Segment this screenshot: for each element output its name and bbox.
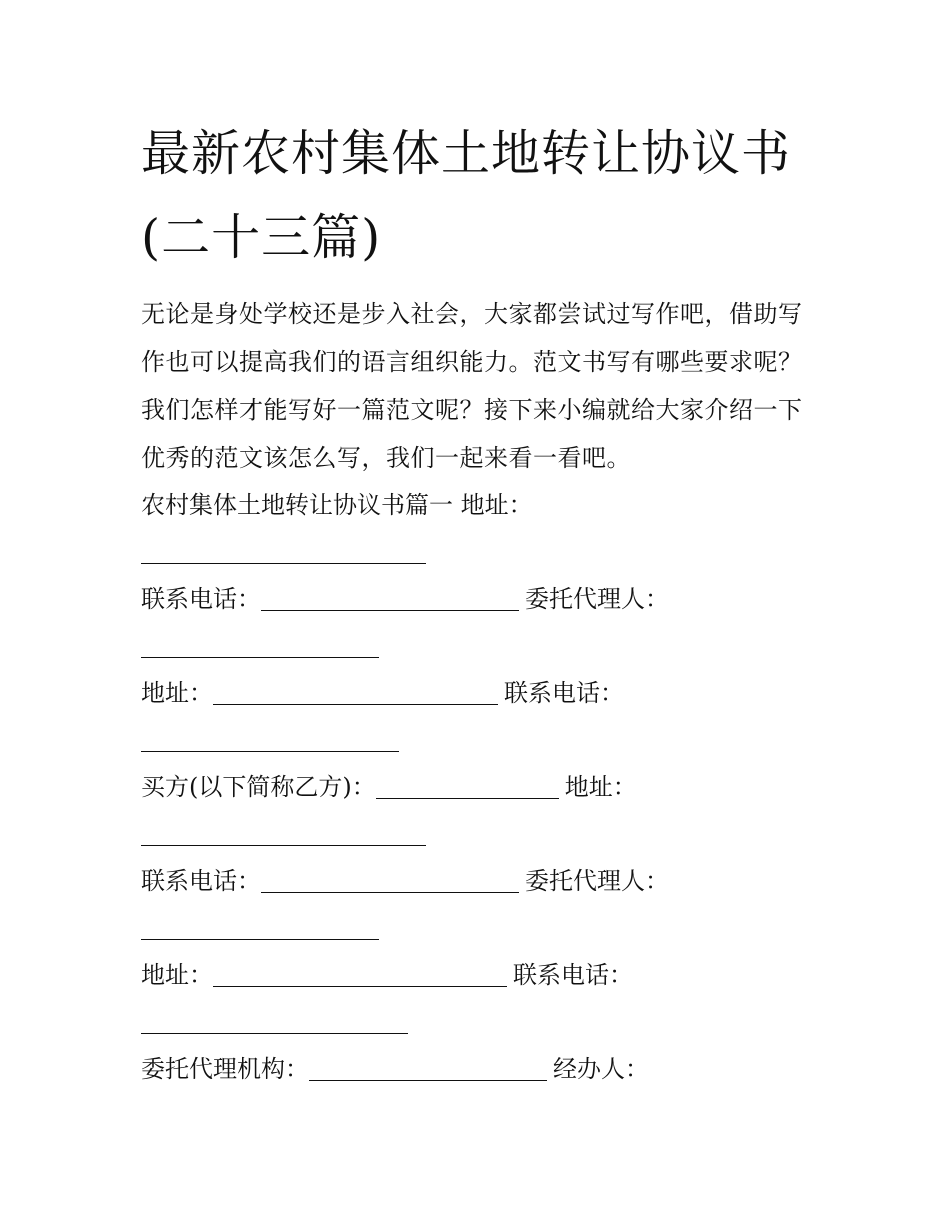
phone-label: 联系电话： <box>141 867 261 895</box>
phone-blank[interactable] <box>141 729 399 752</box>
phone-label: 联系电话： <box>141 585 261 613</box>
title-line-1: 最新农村集体土地转让协议书 <box>141 125 792 182</box>
phone-blank[interactable] <box>261 870 519 893</box>
address-blank[interactable] <box>141 823 426 846</box>
address-label: 地址： <box>460 491 533 519</box>
form-line <box>141 999 821 1046</box>
phone-blank[interactable] <box>141 1011 408 1034</box>
agent-label: 委托代理人： <box>525 867 669 895</box>
buyer-label: 买方(以下简称乙方)： <box>141 773 376 801</box>
agent-blank[interactable] <box>141 917 379 940</box>
agency-blank[interactable] <box>309 1058 547 1081</box>
form-line <box>141 764 821 811</box>
address-blank[interactable] <box>213 682 498 705</box>
address-label: 地址： <box>141 679 213 707</box>
form-line <box>141 529 821 576</box>
form-line <box>141 623 821 670</box>
address-blank[interactable] <box>213 964 507 987</box>
agency-label: 委托代理机构： <box>141 1055 309 1083</box>
agent-blank[interactable] <box>141 635 379 658</box>
intro-paragraph <box>141 290 821 482</box>
intro-line: 我们怎样才能写好一篇范文呢？接下来小编就给大家介绍一下 <box>141 396 803 424</box>
phone-blank[interactable] <box>261 588 519 611</box>
form-line <box>141 811 821 858</box>
title-line-2: (二十三篇) <box>141 209 382 266</box>
phone-label: 联系电话： <box>513 961 633 989</box>
intro-line: 作也可以提高我们的语言组织能力。范文书写有哪些要求呢？ <box>141 348 803 376</box>
phone-label: 联系电话： <box>504 679 624 707</box>
address-label: 地址： <box>564 773 637 801</box>
buyer-blank[interactable] <box>376 776 559 799</box>
address-blank[interactable] <box>141 541 426 564</box>
form-line <box>141 482 821 529</box>
form-line <box>141 905 821 952</box>
form-line <box>141 1046 821 1093</box>
form-line <box>141 858 821 905</box>
form-line <box>141 576 821 623</box>
agreement-form <box>141 482 821 1093</box>
address-label: 地址： <box>141 961 213 989</box>
handler-label: 经办人： <box>553 1055 649 1083</box>
document-title <box>141 112 821 280</box>
form-line <box>141 952 821 999</box>
form-line <box>141 717 821 764</box>
intro-line: 无论是身处学校还是步入社会，大家都尝试过写作吧，借助写 <box>141 300 803 328</box>
section-heading: 农村集体土地转让协议书篇一 <box>141 491 453 519</box>
intro-line: 优秀的范文该怎么写，我们一起来看一看吧。 <box>141 444 631 472</box>
form-line <box>141 670 821 717</box>
document-page <box>141 112 821 1093</box>
agent-label: 委托代理人： <box>525 585 669 613</box>
